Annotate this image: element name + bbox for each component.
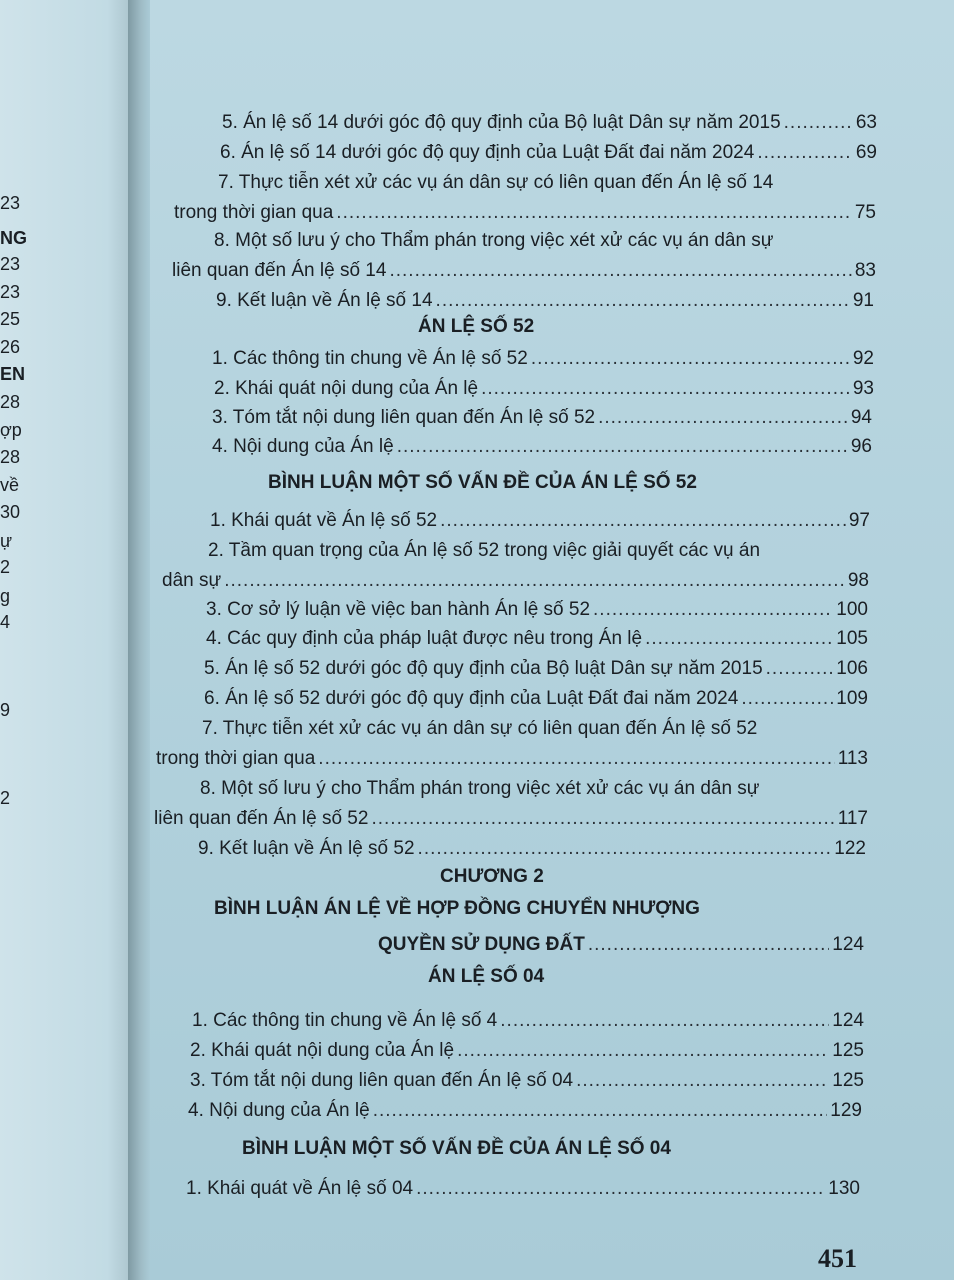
toc-entry: 4. Các quy định của pháp luật được nêu trong Án lệ ..... 105 bbox=[206, 628, 868, 650]
toc-entry: 9. Kết luận về Án lệ số 14 ..... 91 bbox=[216, 290, 874, 312]
left-fragment: EN bbox=[0, 364, 26, 384]
toc-entry: 4. Nội dung của Án lệ ..... 129 bbox=[188, 1100, 862, 1122]
toc-entry: 6. Án lệ số 52 dưới góc độ quy định của Luật Đất đai năm 2024 ..... 109 bbox=[204, 688, 868, 710]
section-heading: BÌNH LUẬN MỘT SỐ VẤN ĐỀ CỦA ÁN LỆ SỐ 04 bbox=[242, 1138, 671, 1159]
left-fragment: NG bbox=[0, 228, 27, 248]
toc-entry: liên quan đến Án lệ số 14 ..... 83 bbox=[172, 260, 876, 282]
left-fragment: 2 bbox=[0, 557, 11, 577]
toc-entry: trong thời gian qua ..... 75 bbox=[174, 202, 876, 224]
left-fragment: 28 bbox=[0, 447, 21, 467]
left-fragment: 23 bbox=[0, 254, 21, 274]
toc-entry: 4. Nội dung của Án lệ ..... 96 bbox=[212, 436, 872, 458]
previous-page bbox=[0, 0, 134, 1280]
toc-entry: 3. Cơ sở lý luận về việc ban hành Án lệ số 52 ..... 100 bbox=[206, 599, 868, 621]
toc-entry: 7. Thực tiễn xét xử các vụ án dân sự có liên quan đến Án lệ số 14 bbox=[218, 172, 774, 193]
toc-entry: 1. Các thông tin chung về Án lệ số 4 ..... 124 bbox=[192, 1010, 864, 1032]
left-fragment: 23 bbox=[0, 193, 21, 213]
toc-entry: 6. Án lệ số 14 dưới góc độ quy định của Luật Đất đai năm 2024 ..... 69 bbox=[220, 142, 877, 164]
left-fragment: 28 bbox=[0, 392, 21, 412]
left-fragment: g bbox=[0, 586, 11, 606]
toc-entry: 5. Án lệ số 52 dưới góc độ quy định của Bộ luật Dân sự năm 2015 ..... 106 bbox=[204, 658, 868, 680]
toc-entry: 2. Khái quát nội dung của Án lệ ..... 125 bbox=[190, 1040, 864, 1062]
page-number: 451 bbox=[818, 1244, 857, 1273]
left-fragment: 26 bbox=[0, 337, 21, 357]
left-fragment: 30 bbox=[0, 502, 21, 522]
left-fragment: 25 bbox=[0, 309, 21, 329]
toc-entry: dân sự ..... 98 bbox=[162, 570, 869, 592]
chapter-label: CHƯƠNG 2 bbox=[440, 866, 544, 887]
left-fragment: 2 bbox=[0, 788, 11, 808]
toc-entry: 2. Khái quát nội dung của Án lệ ..... 93 bbox=[214, 378, 874, 400]
toc-entry: 1. Khái quát về Án lệ số 52 ..... 97 bbox=[210, 510, 870, 532]
toc-entry: QUYỀN SỬ DỤNG ĐẤT ..... 124 bbox=[378, 934, 864, 956]
toc-entry: 3. Tóm tắt nội dung liên quan đến Án lệ số 52 ..... 94 bbox=[212, 407, 872, 429]
section-heading: BÌNH LUẬN MỘT SỐ VẤN ĐỀ CỦA ÁN LỆ SỐ 52 bbox=[268, 472, 697, 493]
toc-entry: 7. Thực tiễn xét xử các vụ án dân sự có liên quan đến Án lệ số 52 bbox=[202, 718, 758, 739]
toc-entry: 3. Tóm tắt nội dung liên quan đến Án lệ số 04 ..... 125 bbox=[190, 1070, 864, 1092]
toc-entry: 2. Tầm quan trọng của Án lệ số 52 trong việc giải quyết các vụ án bbox=[208, 540, 761, 561]
chapter-title: BÌNH LUẬN ÁN LỆ VỀ HỢP ĐỒNG CHUYỂN NHƯỢNG bbox=[214, 898, 700, 919]
toc-entry: 8. Một số lưu ý cho Thẩm phán trong việc xét xử các vụ án dân sự bbox=[200, 778, 760, 799]
section-heading: ÁN LỆ SỐ 04 bbox=[428, 966, 545, 987]
left-fragment: 4 bbox=[0, 612, 11, 632]
book-gutter bbox=[128, 0, 150, 1280]
toc-entry: 5. Án lệ số 14 dưới góc độ quy định của Bộ luật Dân sự năm 2015 ..... 63 bbox=[222, 112, 877, 134]
left-fragment: về bbox=[0, 475, 20, 495]
left-fragment: ợp bbox=[0, 420, 22, 440]
toc-entry: liên quan đến Án lệ số 52 ..... 117 bbox=[154, 808, 868, 830]
left-fragment: 23 bbox=[0, 282, 21, 302]
toc-entry: 8. Một số lưu ý cho Thẩm phán trong việc xét xử các vụ án dân sự bbox=[214, 230, 774, 251]
toc-entry: 9. Kết luận về Án lệ số 52 ..... 122 bbox=[198, 838, 866, 860]
section-heading: ÁN LỆ SỐ 52 bbox=[418, 316, 535, 337]
left-fragment: ự bbox=[0, 531, 13, 551]
toc-entry: trong thời gian qua ..... 113 bbox=[156, 748, 868, 770]
toc-entry: 1. Các thông tin chung về Án lệ số 52 ..... 92 bbox=[212, 348, 874, 370]
toc-entry: 1. Khái quát về Án lệ số 04 ..... 130 bbox=[186, 1178, 860, 1200]
left-fragment: 9 bbox=[0, 700, 11, 720]
